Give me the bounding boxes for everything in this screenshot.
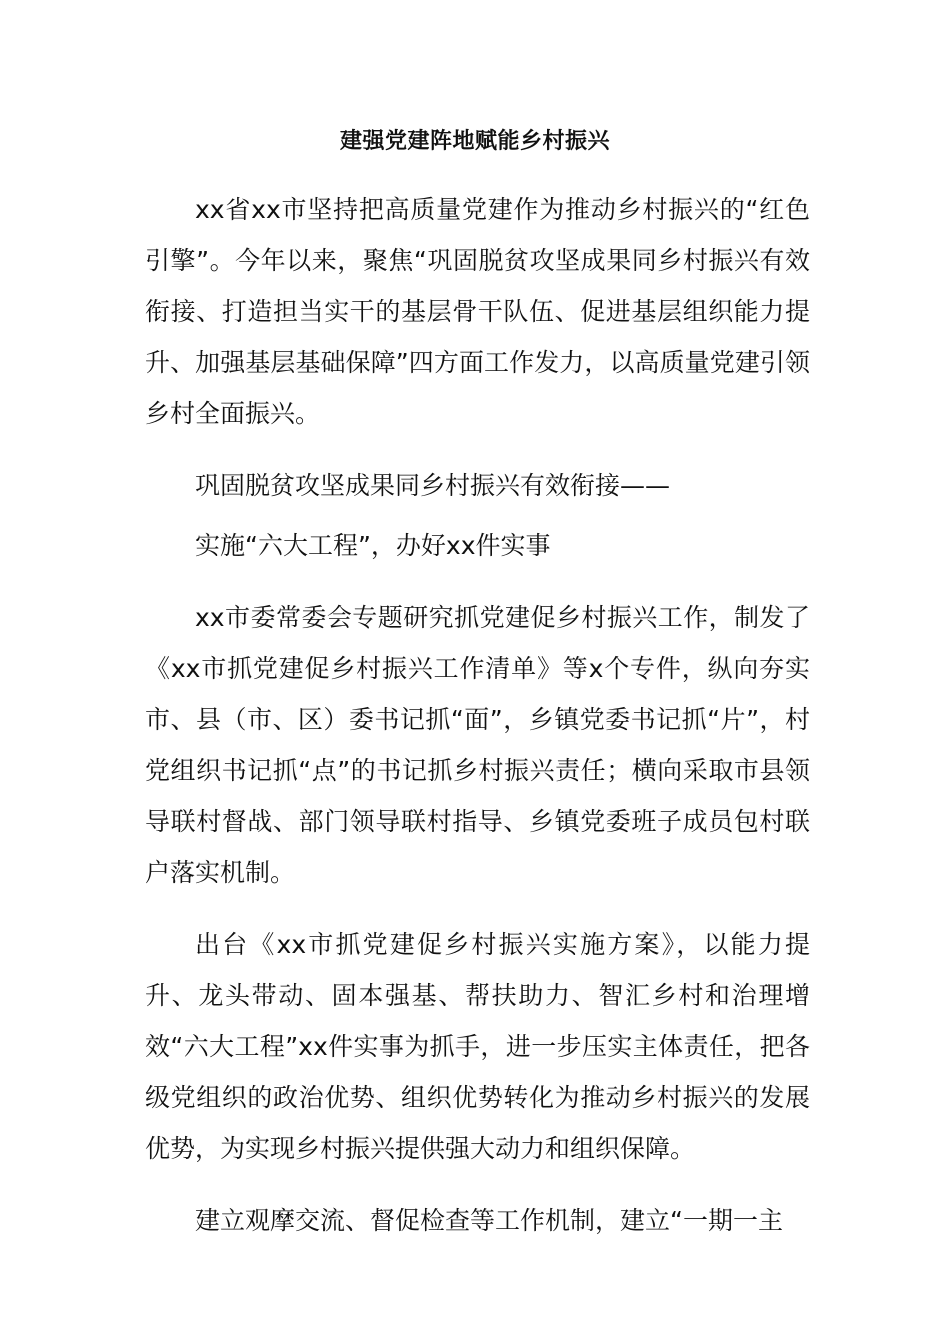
- section-heading: 巩固脱贫攻坚成果同乡村振兴有效衔接——: [195, 471, 671, 500]
- paragraph-mechanism: 建立观摩交流、督促检查等工作机制，建立“一期一主: [195, 1206, 783, 1235]
- section-subheading: 实施“六大工程”，办好xx件实事: [195, 531, 551, 560]
- document-body: [145, 184, 810, 1267]
- paragraph-committee: xx市委常委会专题研究抓党建促乡村振兴工作，制发了《xx市抓党建促乡村振兴工作清单》等x个专件，纵向夯实市、县（市、区）委书记抓“面”，乡镇党委书记抓“片”，村党组织书记抓“点”的书记抓乡村振兴责任；横向采取市县领导联村督战、部门领导联村指导、乡镇党委班子成员包村联户落实机制。: [145, 603, 810, 887]
- document-title: 建强党建阵地赋能乡村振兴: [339, 129, 610, 154]
- paragraph-intro: xx省xx市坚持把高质量党建作为推动乡村振兴的“红色引擎”。今年以来，聚焦“巩固脱贫攻坚成果同乡村振兴有效衔接、打造担当实干的基层骨干队伍、促进基层组织能力提升、加强基层基础保障”四方面工作发力，以高质量党建引领乡村全面振兴。: [145, 195, 810, 428]
- paragraph-plan: 出台《xx市抓党建促乡村振兴实施方案》，以能力提升、龙头带动、固本强基、帮扶助力、智汇乡村和治理增效“六大工程”xx件实事为抓手，进一步压实主体责任，把各级党组织的政治优势、组织优势转化为推动乡村振兴的发展优势，为实现乡村振兴提供强大动力和组织保障。: [145, 930, 810, 1163]
